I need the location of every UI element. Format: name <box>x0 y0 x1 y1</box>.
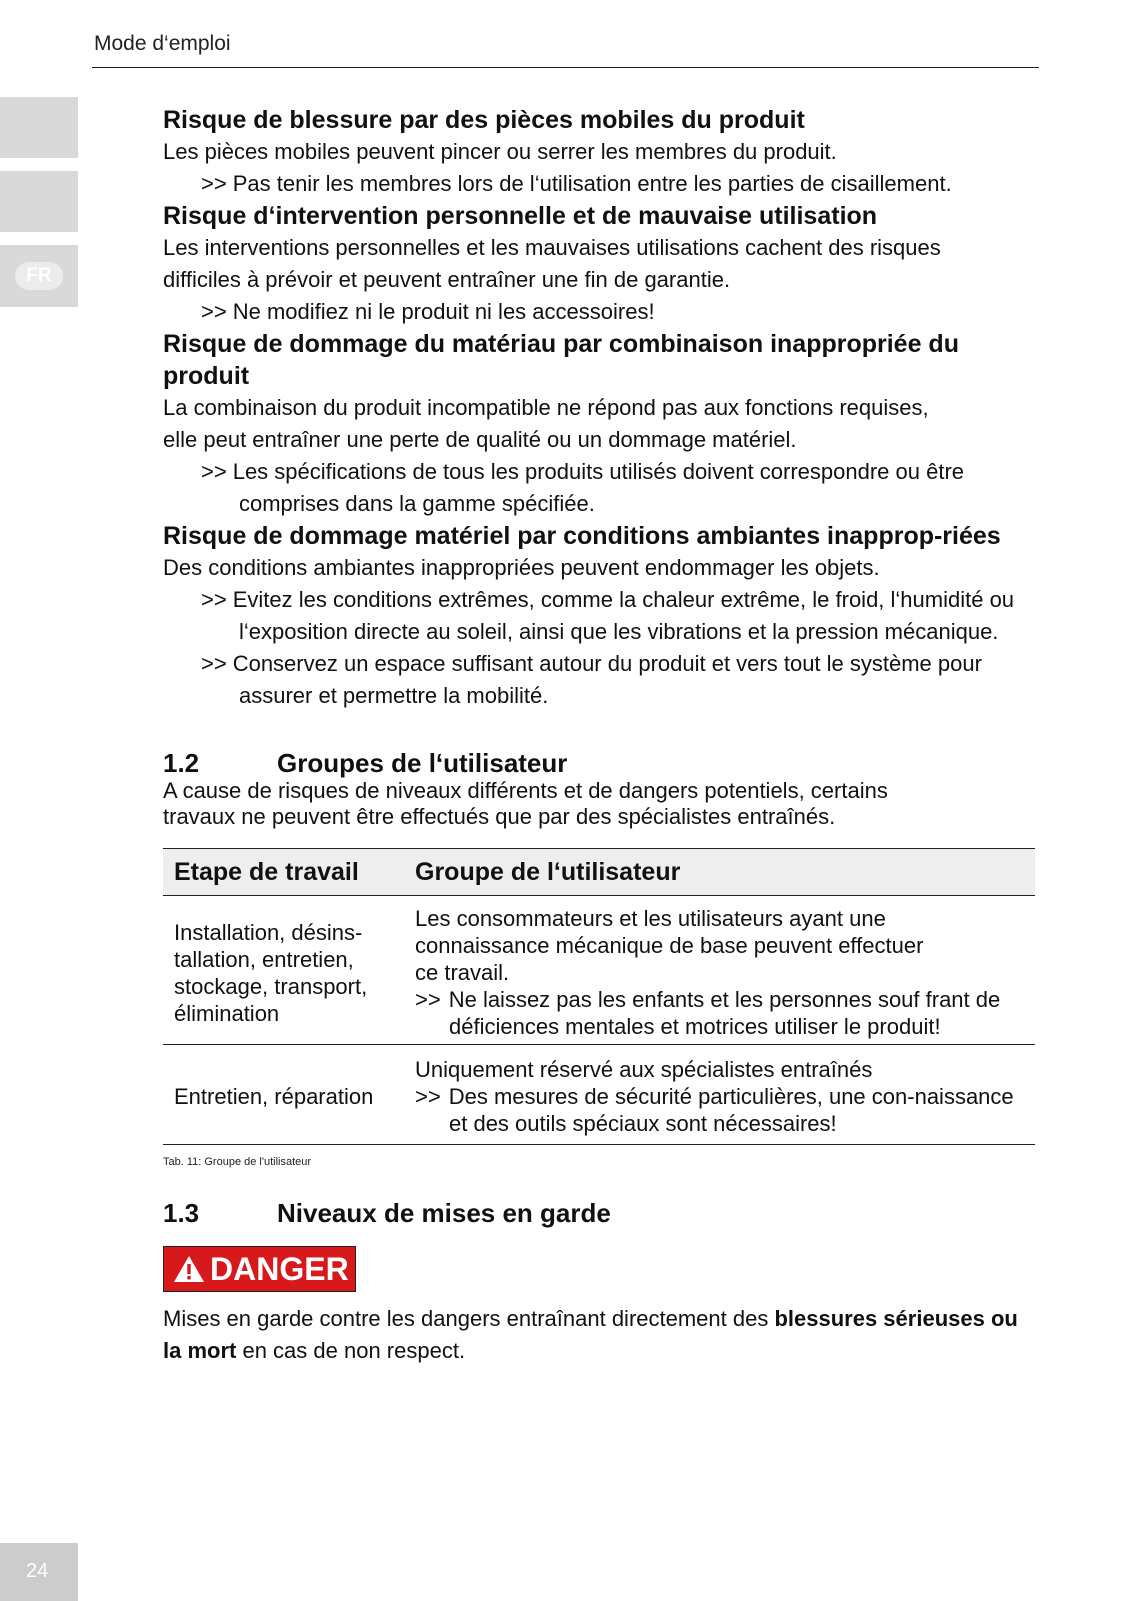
section-number: 1.2 <box>163 748 200 778</box>
table-cell-group <box>403 905 1035 1040</box>
risk-bullet <box>163 584 1035 648</box>
table-cell-step <box>163 919 403 1027</box>
bullet-text: Ne modifiez ni le produit ni les accessoires! <box>232 299 655 324</box>
risk-text: elle peut entraîner une perte de qualité ou un dommage matériel. <box>163 427 797 452</box>
risk-block <box>163 104 1035 200</box>
bullet-marker: >> <box>201 587 227 612</box>
section-title: Niveaux de mises en garde <box>277 1198 611 1228</box>
page-content <box>163 104 1035 1367</box>
risk-bullet <box>163 456 1035 520</box>
table-row <box>163 896 1035 1045</box>
risk-heading: Risque de blessure par des pièces mobiles du produit <box>163 106 805 134</box>
user-group-table <box>163 848 1035 1145</box>
risk-text: Des conditions ambiantes inappropriées peuvent endommager les objets. <box>163 555 880 580</box>
table-header-cell: Etape de travail <box>174 857 359 886</box>
section-intro: A cause de risques de niveaux différents et de dangers potentiels, certains <box>163 778 888 803</box>
section-heading-1-2 <box>163 748 1035 778</box>
risk-bullet <box>163 296 1035 328</box>
cell-line: Entretien, réparation <box>174 1084 374 1109</box>
section-intro: travaux ne peuvent être effectués que par des spécialistes entraînés. <box>163 804 836 829</box>
bullet-marker: >> <box>201 651 227 676</box>
text-emphasis: blessures sérieuses ou la mort <box>163 1306 1018 1363</box>
risk-heading: Risque d‘intervention personnelle et de mauvaise utilisation <box>163 202 878 230</box>
warning-triangle-icon <box>172 1254 206 1284</box>
cell-line: ce travail. <box>415 960 510 985</box>
cell-bullet <box>415 1083 1035 1137</box>
cell-line: Installation, désins- <box>174 919 363 945</box>
header-title: Mode d‘emploi <box>94 32 231 55</box>
bullet-marker: >> <box>201 459 227 484</box>
cell-line: Uniquement réservé aux spécialistes entraînés <box>415 1057 873 1082</box>
bullet-text: Les spécifications de tous les produits utilisés doivent correspondre ou être comprises dans la gamme spécifiée. <box>232 459 964 516</box>
section-number: 1.3 <box>163 1198 200 1228</box>
danger-description <box>163 1303 1035 1367</box>
bullet-text: Des mesures de sécurité particulières, une con-naissance et des outils spéciaux sont nécessaires! <box>448 1084 1014 1136</box>
bullet-marker: >> <box>201 171 227 196</box>
page-number: 24 <box>26 1560 49 1582</box>
bullet-text: Pas tenir les membres lors de l‘utilisation entre les parties de cisaillement. <box>232 171 952 196</box>
cell-line: tallation, entretien, <box>174 946 354 972</box>
section-title: Groupes de l‘utilisateur <box>277 748 568 778</box>
table-header-row <box>163 849 1035 896</box>
text-segment: en cas de non respect. <box>236 1338 466 1363</box>
cell-line: stockage, transport, <box>174 973 368 999</box>
bullet-marker: >> <box>415 1084 441 1109</box>
page-number-tab <box>0 1543 78 1601</box>
side-tab-1[interactable] <box>0 97 78 158</box>
risk-text: Les interventions personnelles et les mauvaises utilisations cachent des risques <box>163 235 941 260</box>
risk-block <box>163 520 1035 712</box>
header-rule <box>92 67 1039 68</box>
cell-line: Les consommateurs et les utilisateurs ayant une <box>415 906 886 931</box>
cell-line: connaissance mécanique de base peuvent effectuer <box>415 933 924 958</box>
table-cell-group <box>403 1056 1035 1137</box>
table-header-cell: Groupe de l‘utilisateur <box>415 857 681 886</box>
danger-label: DANGER <box>210 1250 349 1287</box>
side-tab-2[interactable] <box>0 171 78 232</box>
cell-line: élimination <box>174 1000 280 1026</box>
table-caption: Tab. 11: Groupe de l'utilisateur <box>163 1156 312 1168</box>
risk-bullet <box>163 648 1035 712</box>
risk-heading: Risque de dommage matériel par conditions ambiantes inapprop-riées <box>163 522 1001 550</box>
cell-bullet <box>415 986 1035 1040</box>
bullet-text: Evitez les conditions extrêmes, comme la chaleur extrême, le froid, l‘humidité ou l‘exposition directe au soleil, ainsi que les vibrations et la pression mécanique. <box>232 587 1015 644</box>
danger-badge <box>163 1246 356 1292</box>
risk-heading: Risque de dommage du matériau par combinaison inappropriée du produit <box>163 330 959 390</box>
bullet-marker: >> <box>201 299 227 324</box>
table-cell-step <box>163 1083 403 1110</box>
risk-block <box>163 328 1035 520</box>
risk-text: difficiles à prévoir et peuvent entraîner une fin de garantie. <box>163 267 731 292</box>
bullet-text: Conservez un espace suffisant autour du produit et vers tout le système pour assurer et permettre la mobilité. <box>232 651 982 708</box>
table-row <box>163 1045 1035 1145</box>
risk-text: La combinaison du produit incompatible ne répond pas aux fonctions requises, <box>163 395 929 420</box>
risk-text: Les pièces mobiles peuvent pincer ou serrer les membres du produit. <box>163 139 837 164</box>
side-tab-language[interactable] <box>0 245 78 307</box>
text-segment: Mises en garde contre les dangers entraînant directement des <box>163 1306 775 1331</box>
risk-block <box>163 200 1035 328</box>
risk-bullet <box>163 168 1035 200</box>
bullet-marker: >> <box>415 987 441 1012</box>
bullet-text: Ne laissez pas les enfants et les personnes souf frant de déficiences mentales et motrices utiliser le produit! <box>448 987 1001 1039</box>
section-heading-1-3 <box>163 1198 1035 1228</box>
language-badge: FR <box>15 262 63 290</box>
